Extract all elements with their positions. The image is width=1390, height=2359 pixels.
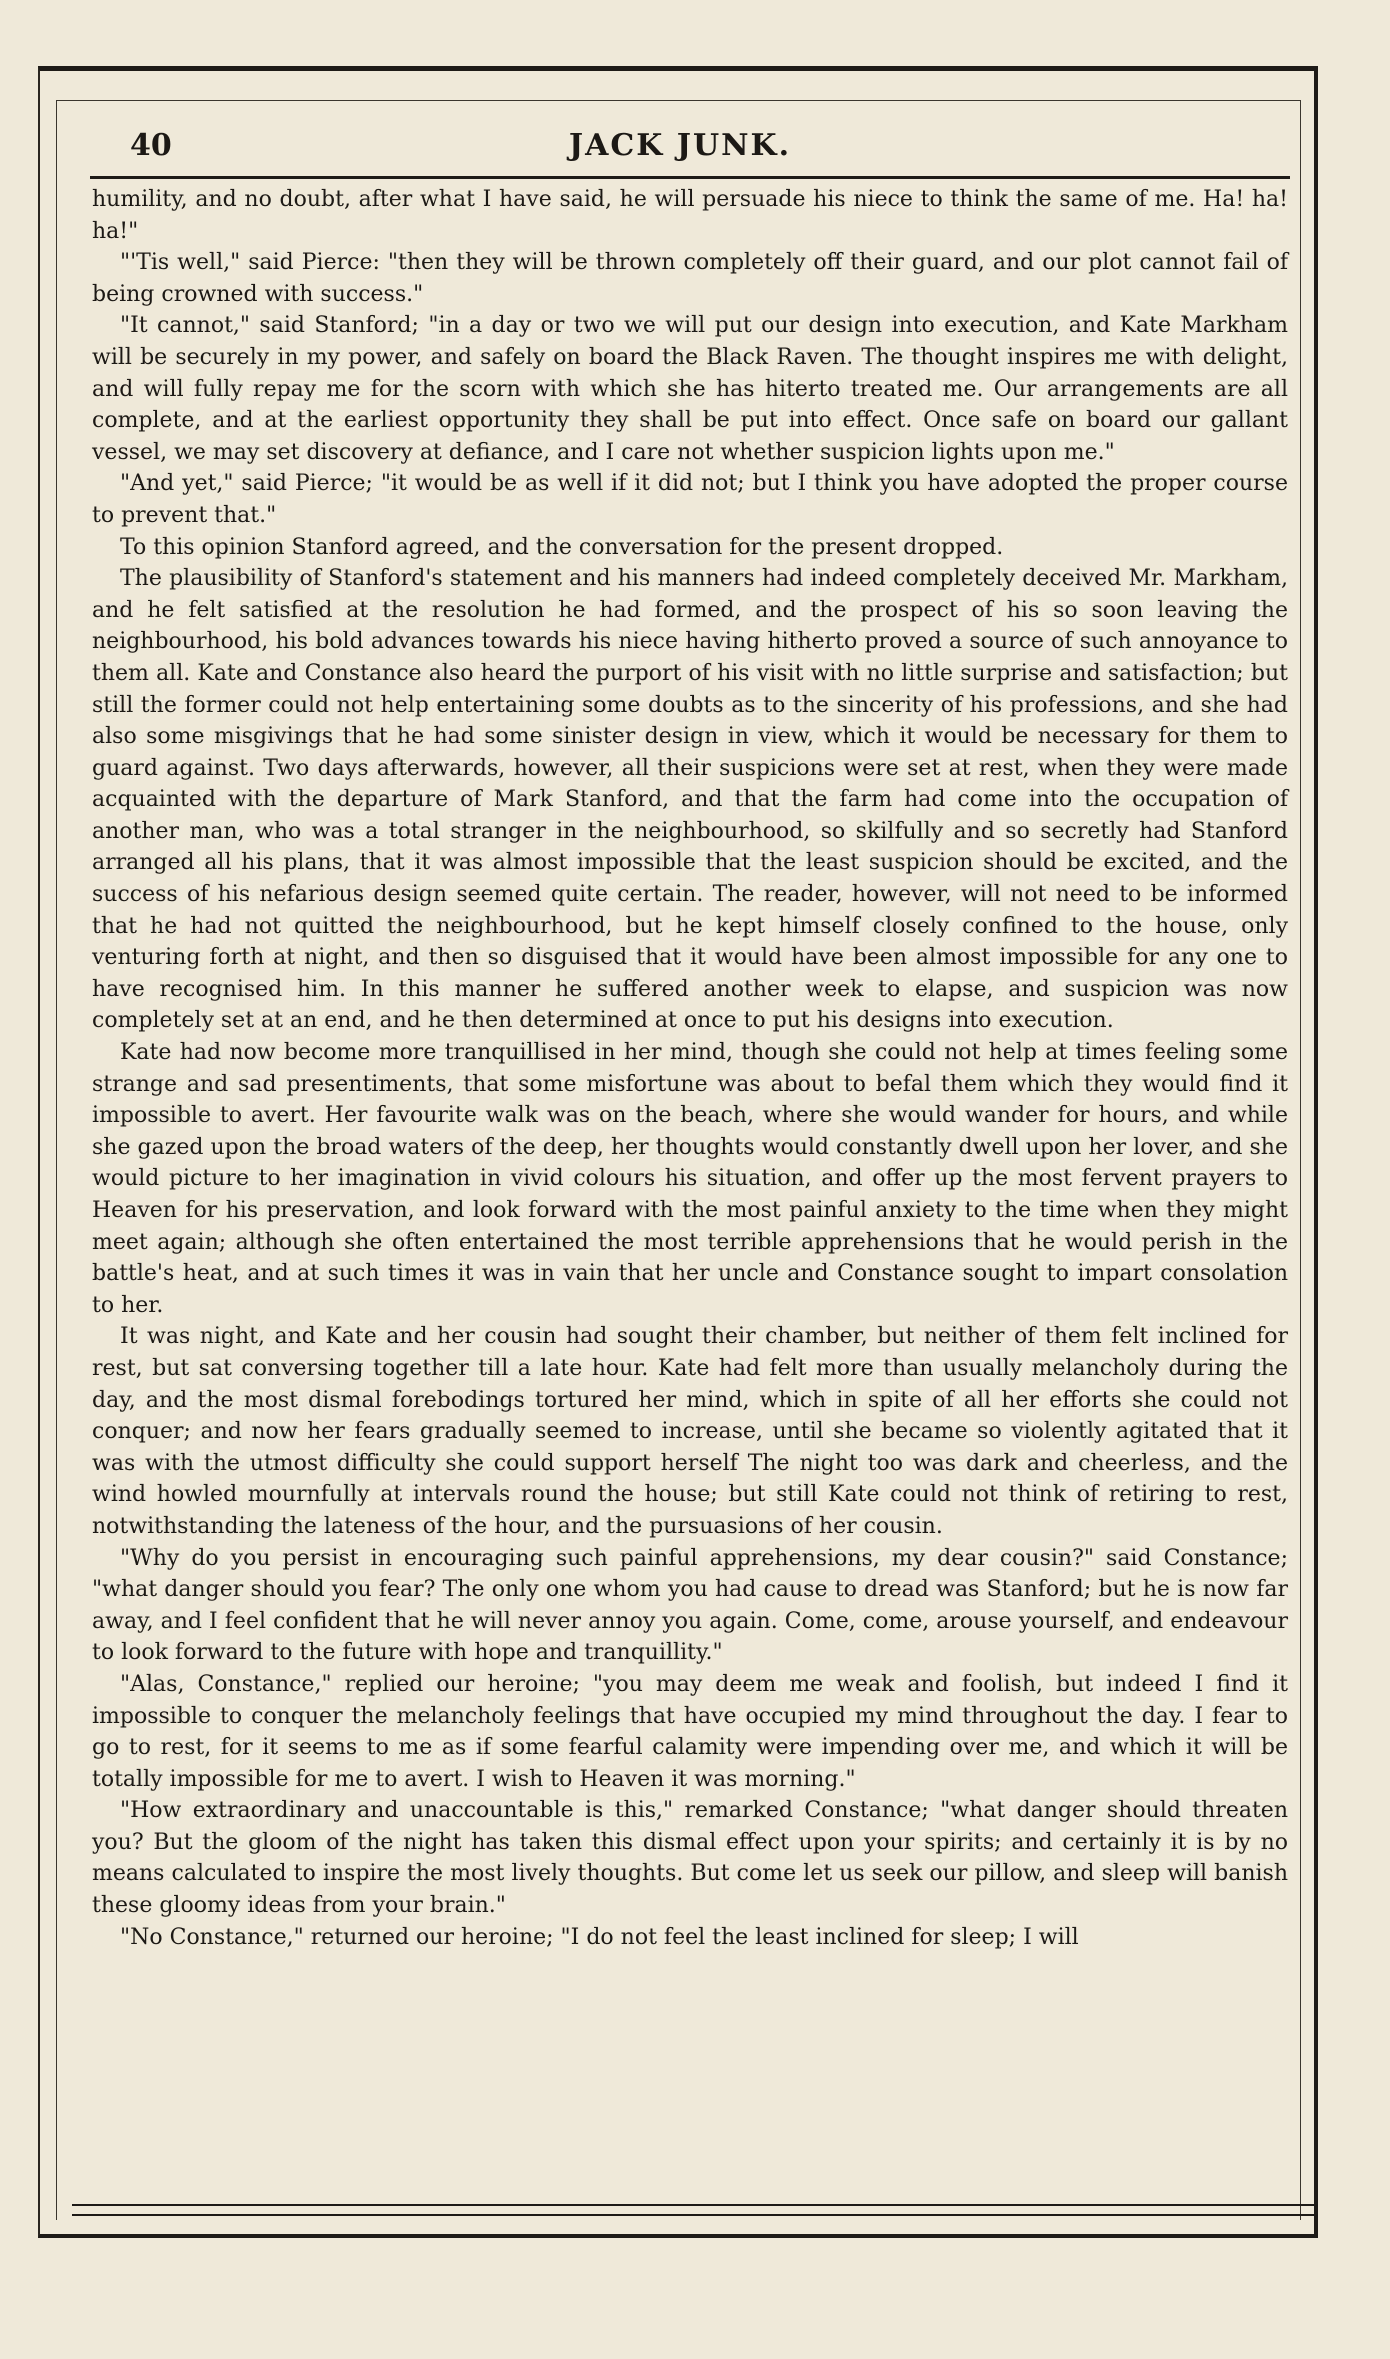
paragraph: "No Constance," returned our heroine; "I do not feel the least inclined for sleep; I will (120, 1924, 1079, 1950)
paragraph: "And yet," said Pierce; "it would be as well if it did not; but I think you have adopted the proper course to prevent that." (92, 471, 1288, 528)
paragraph: To this opinion Stanford agreed, and the conversation for the present dropped. (120, 534, 1004, 560)
running-header (60, 128, 1300, 172)
header-rule (90, 176, 1290, 179)
paragraph: "Alas, Constance," replied our heroine; "you may deem me weak and foolish, but indeed I find it impossible to conquer the melancholy feelings that have occupied my mind throughout the day. I fear to go to rest, for it seems to me as if some fearful calamity were impending over me, and which it will be totally impossible for me to avert. I wish to Heaven it was morning." (92, 1671, 1288, 1792)
running-title: JACK JUNK. (568, 128, 792, 163)
paragraph: "Why do you persist in encouraging such painful apprehensions, my dear cousin?" said Constance; "what danger should you fear? The only one whom you had cause to dread was Stanford; but he is now far away, and I feel confident that he will never annoy you again. Come, come, arouse yourself, and endeavour to look forward to the future with hope and tranquillity." (92, 1545, 1288, 1666)
paragraph: "'Tis well," said Pierce: "then they will be thrown completely off their guard, and our plot cannot fail of being crowned with success." (92, 250, 1288, 307)
paragraph: "How extraordinary and unaccountable is this," remarked Constance; "what danger should threaten you? But the gloom of the night has taken this dismal effect upon your spirits; and certainly it is by no means calculated to inspire the most lively thoughts. But come let us seek our pillow, and sleep will banish these gloomy ideas from your brain." (92, 1798, 1288, 1919)
paragraph: Kate had now become more tranquillised in her mind, though she could not help at times feeling some strange and sad presentiments, that some misfortune was about to befal them which they would find it impossible to avert. Her favourite walk was on the beach, where she would wander for hours, and while she gazed upon the broad waters of the deep, her thoughts would constantly dwell upon her lover, and she would picture to her imagination in vivid colours his situation, and offer up the most fervent prayers to Heaven for his preservation, and look forward with the most painful anxiety to the time when they might meet again; although she often entertained the most terrible apprehensions that he would perish in the battle's heat, and at such times it was in vain that her uncle and Constance sought to impart consolation to her. (92, 1040, 1288, 1318)
page-number: 40 (130, 128, 172, 163)
footer-rule (72, 2214, 1317, 2216)
paragraph: It was night, and Kate and her cousin had sought their chamber, but neither of them felt inclined for rest, but sat conversing together till a late hour. Kate had felt more than usually melancholy during the day, and the most dismal forebodings tortured her mind, which in spite of all her efforts she could not conquer; and now her fears gradually seemed to increase, until she became so violently agitated that it was with the utmost difficulty she could support herself The night too was dark and cheerless, and the wind howled mournfully at intervals round the house; but still Kate could not think of retiring to rest, notwithstanding the lateness of the hour, and the pursuasions of her cousin. (92, 1324, 1288, 1539)
paragraph: humility, and no doubt, after what I have said, he will persuade his niece to think the same of me. Ha! ha! ha!" (92, 187, 1288, 244)
body-text (92, 184, 1288, 1953)
footer-rule (72, 2204, 1317, 2206)
paragraph: "It cannot," said Stanford; "in a day or two we will put our design into execution, and Kate Markham will be securely in my power, and safely on board the Black Raven. The thought inspires me with delight, and will fully repay me for the scorn with which she has hiterto treated me. Our arrangements are all complete, and at the earliest opportunity they shall be put into effect. Once safe on board our gallant vessel, we may set discovery at defiance, and I care not whether suspicion lights upon me." (92, 313, 1288, 465)
paragraph: The plausibility of Stanford's statement and his manners had indeed completely deceived Mr. Markham, and he felt satisfied at the resolution he had formed, and the prospect of his so soon leaving the neighbourhood, his bold advances towards his niece having hitherto proved a source of such annoyance to them all. Kate and Constance also heard the purport of his visit with no little surprise and satisfaction; but still the former could not help entertaining some doubts as to the sincerity of his professions, and she had also some misgivings that he had some sinister design in view, which it would be necessary for them to guard against. Two days afterwards, however, all their suspicions were set at rest, when they were made acquainted with the departure of Mark Stanford, and that the farm had come into the occupation of another man, who was a total stranger in the neighbourhood, so skilfully and so secretly had Stanford arranged all his plans, that it was almost impossible that the least suspicion should be excited, and the success of his nefarious design seemed quite certain. The reader, however, will not need to be informed that he had not quitted the neighbourhood, but he kept himself closely confined to the house, only venturing forth at night, and then so disguised that it would have been almost impossible for any one to have recognised him. In this manner he suffered another week to elapse, and suspicion was now completely set at an end, and he then determined at once to put his designs into execution. (92, 566, 1288, 1034)
